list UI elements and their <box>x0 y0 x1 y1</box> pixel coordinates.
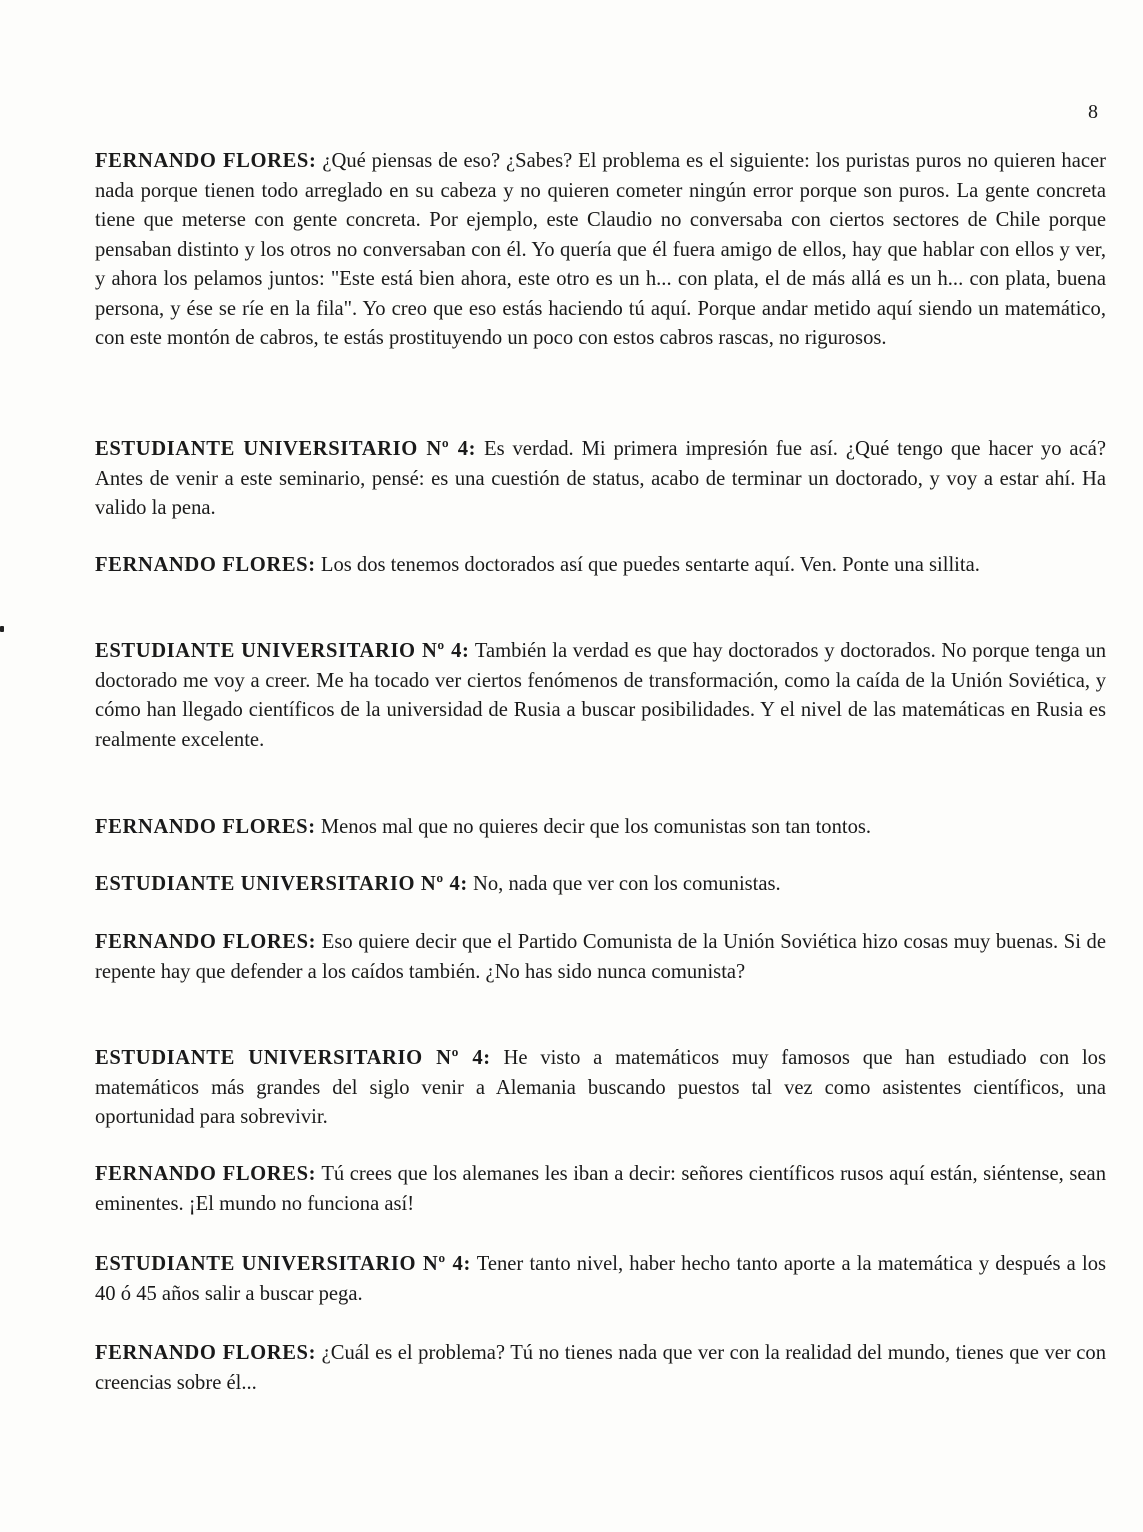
speaker-name: ESTUDIANTE UNIVERSITARIO Nº 4: <box>95 438 477 460</box>
dialogue-paragraph <box>95 1250 1106 1309</box>
dialogue-paragraph <box>95 928 1106 987</box>
speaker-name: ESTUDIANTE UNIVERSITARIO Nº 4: <box>95 640 470 662</box>
dialogue-text: Es verdad. Mi primera impresión fue así. ¿Qué tengo que hacer yo acá? Antes de venir a este seminario, pensé: es una cuestión de status, acabo de terminar un doctorado, y voy a estar ahí. Ha valido la pena. <box>95 438 1106 519</box>
speaker-name: FERNANDO FLORES: <box>95 1342 317 1364</box>
dialogue-paragraph <box>95 813 1106 843</box>
dialogue-paragraph <box>95 551 1106 581</box>
dialogue-text: Tener tanto nivel, haber hecho tanto aporte a la matemática y después a los 40 ó 45 años salir a buscar pega. <box>95 1253 1107 1305</box>
dialogue-text: También la verdad es que hay doctorados y doctorados. No porque tenga un doctorado me voy a creer. Me ha tocado ver ciertos fenómenos de transformación, como la caída de la Unión Soviética, y cómo han llegado científicos de la universidad de Rusia a buscar posibilidades. Y el nivel de las matemáticas en Rusia es realmente excelente. <box>95 640 1107 751</box>
dialogue-text: Tú crees que los alemanes les iban a decir: señores científicos rusos aquí están, siéntense, sean eminentes. ¡El mundo no funciona así! <box>95 1163 1106 1215</box>
speaker-name: ESTUDIANTE UNIVERSITARIO Nº 4: <box>95 1253 471 1275</box>
speaker-name: ESTUDIANTE UNIVERSITARIO Nº 4: <box>95 873 468 895</box>
speaker-name: FERNANDO FLORES: <box>95 150 317 172</box>
dialogue-paragraph <box>95 1339 1106 1398</box>
speaker-name: FERNANDO FLORES: <box>95 1163 317 1185</box>
dialogue-text: Menos mal que no quieres decir que los comunistas son tan tontos. <box>320 816 872 838</box>
dialogue-paragraph <box>95 637 1106 755</box>
dialogue-text: ¿Cuál es el problema? Tú no tienes nada que ver con la realidad del mundo, tienes que ver con creencias sobre él... <box>95 1342 1106 1394</box>
speaker-name: ESTUDIANTE UNIVERSITARIO Nº 4: <box>95 1047 491 1069</box>
scan-speck <box>0 626 4 632</box>
dialogue-text: Los dos tenemos doctorados así que puedes sentarte aquí. Ven. Ponte una sillita. <box>320 554 980 576</box>
dialogue-paragraph <box>95 435 1106 524</box>
dialogue-paragraph <box>95 1044 1106 1133</box>
page-number: 8 <box>1088 101 1098 123</box>
speaker-name: FERNANDO FLORES: <box>95 554 316 576</box>
dialogue-text: No, nada que ver con los comunistas. <box>473 873 781 895</box>
dialogue-paragraph <box>95 147 1106 354</box>
dialogue-text: Eso quiere decir que el Partido Comunista de la Unión Soviética hizo cosas muy buenas. Si de repente hay que defender a los caídos también. ¿No has sido nunca comunista? <box>95 931 1106 983</box>
speaker-name: FERNANDO FLORES: <box>95 816 316 838</box>
dialogue-paragraph <box>95 870 1106 900</box>
dialogue-text: He visto a matemáticos muy famosos que han estudiado con los matemáticos más grandes del siglo venir a Alemania buscando puestos tal vez como asistentes científicos, una oportunidad para sobrevivir. <box>95 1047 1106 1128</box>
dialogue-text: ¿Qué piensas de eso? ¿Sabes? El problema es el siguiente: los puristas puros no quieren hacer nada porque tienen todo arreglado en su cabeza y no quieren cometer ningún error porque son puros. La gente concreta tiene que meterse con gente concreta. Por ejemplo, este Claudio no conversaba con ciertos sectores de Chile porque pensaban distinto y los otros no conversaban con él. Yo quería que él fuera amigo de ellos, hay que hablar con ellos y ver, y ahora los pelamos juntos: "Este está bien ahora, este otro es un h... con plata, el de más allá es un h... con plata, buena persona, y ése se ríe en la fila". Yo creo que eso estás haciendo tú aquí. Porque andar metido aquí siendo un matemático, con este montón de cabros, te estás prostituyendo un poco con estos cabros rascas, no rigurosos. <box>95 150 1106 349</box>
speaker-name: FERNANDO FLORES: <box>95 931 317 953</box>
dialogue-paragraph <box>95 1160 1106 1219</box>
